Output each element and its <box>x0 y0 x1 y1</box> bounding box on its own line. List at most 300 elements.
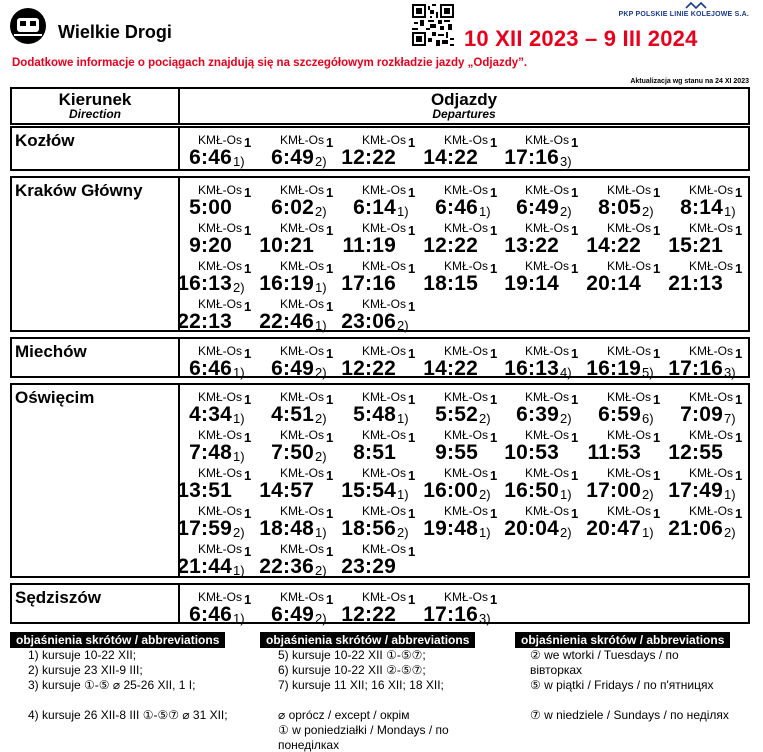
footnote-ref: 7) <box>724 411 736 426</box>
footnote-ref: 1) <box>397 204 409 219</box>
departure-entry <box>260 390 340 428</box>
departure-entry <box>669 344 749 382</box>
info-note: Dodatkowe informacje o pociągach znajdują się na szczegółowym rozkładzie jazdy „Odjazdy”. <box>12 57 528 69</box>
departure-time: 20:04 <box>504 517 559 540</box>
departure-entry <box>505 344 585 382</box>
departure-time: 11:19 <box>342 234 396 257</box>
departure-time: 21:44 <box>177 555 232 578</box>
departure-time: 17:16 <box>423 603 478 626</box>
platform-number: 1 <box>244 506 252 521</box>
abbreviation-text: w poniedziałki / Mondays / по понеділках <box>278 723 449 752</box>
footnote-ref: 5) <box>642 365 654 380</box>
platform-number: 1 <box>326 346 334 361</box>
train-type: KMŁ-Os <box>197 259 242 273</box>
train-type: KMŁ-Os <box>197 297 242 311</box>
footnote-ref: 2) <box>397 525 409 540</box>
footnote-ref: 1) <box>560 487 572 502</box>
departure-entry <box>505 259 585 297</box>
abbreviation-text: kursuje 11 XII; 16 XII; 18 XII; <box>292 678 444 692</box>
departure-time: 19:14 <box>504 272 559 295</box>
departure-entry <box>424 133 504 171</box>
train-type: KMŁ-Os <box>361 466 406 480</box>
departure-time: 6:46 <box>435 196 478 219</box>
abbreviation-text: w niedziele / Sundays / по неділях <box>544 708 729 722</box>
destination-name: Kozłów <box>15 131 75 150</box>
departure-time: 22:13 <box>177 310 232 333</box>
abbreviation-item <box>278 648 478 663</box>
departure-time: 7:50 <box>271 441 314 464</box>
departure-time: 12:22 <box>341 603 396 626</box>
departure-entry <box>342 133 422 171</box>
train-type: KMŁ-Os <box>606 428 651 442</box>
departure-entry <box>505 466 585 504</box>
departure-entry <box>587 390 667 428</box>
departure-time: 16:00 <box>423 479 478 502</box>
departure-entry <box>669 221 749 259</box>
train-type: KMŁ-Os <box>606 221 651 235</box>
platform-number: 1 <box>653 392 661 407</box>
train-type: KMŁ-Os <box>524 259 569 273</box>
abbreviations-title-3: objaśnienia skrótów / abbreviations <box>515 632 730 648</box>
footnote-ref: 2) <box>724 525 736 540</box>
footnote-ref: 1) <box>315 280 327 295</box>
table-header <box>10 87 750 125</box>
train-type: KMŁ-Os <box>524 133 569 147</box>
platform-number: 1 <box>326 299 334 314</box>
departure-entry <box>587 504 667 542</box>
train-type: KMŁ-Os <box>361 390 406 404</box>
departure-time: 10:21 <box>259 234 314 257</box>
platform-number: 1 <box>326 261 334 276</box>
abbreviation-text: oprócz / except / окрім <box>288 708 410 722</box>
train-type: KMŁ-Os <box>688 344 733 358</box>
train-type: KMŁ-Os <box>361 504 406 518</box>
destination-name: Sędziszów <box>15 588 101 607</box>
train-type: KMŁ-Os <box>524 504 569 518</box>
departure-entry <box>260 259 340 297</box>
departure-time: 12:22 <box>341 357 396 380</box>
departure-time: 15:21 <box>668 234 723 257</box>
platform-number: 1 <box>326 430 334 445</box>
departure-entry <box>587 466 667 504</box>
departure-entry <box>342 390 422 428</box>
abbreviation-item <box>28 678 238 693</box>
footnote-ref: 2) <box>315 154 327 169</box>
platform-number: 1 <box>735 223 743 238</box>
abbreviation-item <box>28 708 238 723</box>
platform-number: 1 <box>490 506 498 521</box>
train-type: KMŁ-Os <box>606 390 651 404</box>
abbreviation-key: ⑤ <box>530 678 541 692</box>
departure-time: 6:46 <box>189 146 232 169</box>
platform-number: 1 <box>408 392 416 407</box>
platform-number: 1 <box>735 392 743 407</box>
departure-time: 6:14 <box>353 196 396 219</box>
departure-entry <box>587 344 667 382</box>
platform-number: 1 <box>735 185 743 200</box>
destination-block <box>10 337 750 378</box>
train-type: KMŁ-Os <box>688 259 733 273</box>
departure-time: 12:22 <box>341 146 396 169</box>
departures-header <box>180 91 748 121</box>
platform-number: 1 <box>653 185 661 200</box>
departure-time: 18:56 <box>341 517 396 540</box>
departure-entry <box>587 428 667 466</box>
departure-time: 12:55 <box>668 441 723 464</box>
footnote-ref: 2) <box>233 525 245 540</box>
footnote-ref: 2) <box>397 318 409 333</box>
platform-number: 1 <box>490 223 498 238</box>
departure-time: 6:39 <box>516 403 559 426</box>
departure-entry <box>669 504 749 542</box>
footnote-ref: 1) <box>315 318 327 333</box>
platform-number: 1 <box>326 223 334 238</box>
footnote-ref: 2) <box>233 280 245 295</box>
abbreviation-item <box>530 708 730 723</box>
departure-time: 16:13 <box>504 357 559 380</box>
abbreviation-text: kursuje 10-22 XII ②-⑤⑦; <box>292 663 426 677</box>
departure-time: 8:14 <box>680 196 723 219</box>
train-type: KMŁ-Os <box>443 133 488 147</box>
platform-number: 1 <box>408 223 416 238</box>
departure-time: 5:00 <box>189 196 232 219</box>
abbreviation-key: 5) <box>278 648 289 662</box>
departure-entry <box>587 183 667 221</box>
train-type: KMŁ-Os <box>443 466 488 480</box>
departure-entry <box>342 428 422 466</box>
departure-entry <box>260 344 340 382</box>
departure-entry <box>342 590 422 628</box>
train-type: KMŁ-Os <box>361 428 406 442</box>
abbreviation-key: ② <box>530 648 541 662</box>
departure-entry <box>178 297 258 335</box>
departure-time: 23:29 <box>341 555 396 578</box>
train-type: KMŁ-Os <box>524 183 569 197</box>
abbreviation-item <box>278 723 478 752</box>
train-type: KMŁ-Os <box>361 297 406 311</box>
abbreviation-key: 7) <box>278 678 289 692</box>
platform-number: 1 <box>735 468 743 483</box>
departure-time: 5:48 <box>353 403 396 426</box>
train-type: KMŁ-Os <box>279 504 324 518</box>
departure-time: 13:51 <box>177 479 232 502</box>
train-type: KMŁ-Os <box>279 390 324 404</box>
train-type: KMŁ-Os <box>361 259 406 273</box>
platform-number: 1 <box>408 430 416 445</box>
train-type: KMŁ-Os <box>197 390 242 404</box>
destination-name: Miechów <box>15 342 87 361</box>
footnote-ref: 1) <box>233 449 245 464</box>
departure-time: 6:49 <box>271 603 314 626</box>
departure-entry <box>260 542 340 580</box>
footnote-ref: 2) <box>479 411 491 426</box>
departure-time: 6:46 <box>189 357 232 380</box>
departure-time: 14:57 <box>259 479 314 502</box>
departure-time: 23:06 <box>341 310 396 333</box>
platform-number: 1 <box>653 506 661 521</box>
train-type: KMŁ-Os <box>606 183 651 197</box>
platform-number: 1 <box>571 135 579 150</box>
abbreviation-item <box>278 663 478 678</box>
train-type: KMŁ-Os <box>688 390 733 404</box>
footnote-ref: 2) <box>315 449 327 464</box>
platform-number: 1 <box>490 392 498 407</box>
train-type: KMŁ-Os <box>688 428 733 442</box>
validity-period: 10 XII 2023 – 9 III 2024 <box>464 26 698 51</box>
train-type: KMŁ-Os <box>197 504 242 518</box>
departure-time: 10:53 <box>504 441 559 464</box>
footnote-ref: 1) <box>724 487 736 502</box>
departure-entry <box>505 183 585 221</box>
train-type: KMŁ-Os <box>524 466 569 480</box>
footnote-ref: 1) <box>724 204 736 219</box>
footnote-ref: 2) <box>560 204 572 219</box>
footnote-ref: 2) <box>315 611 327 626</box>
footnote-ref: 1) <box>233 611 245 626</box>
departures-label-en: Departures <box>432 107 496 121</box>
footnote-ref: 2) <box>642 487 654 502</box>
departure-time: 22:46 <box>259 310 314 333</box>
departure-entry <box>587 259 667 297</box>
departure-entry <box>669 390 749 428</box>
footnote-ref: 3) <box>560 154 572 169</box>
platform-number: 1 <box>653 468 661 483</box>
platform-number: 1 <box>490 185 498 200</box>
departure-entry <box>669 428 749 466</box>
direction-label-en: Direction <box>68 107 121 121</box>
departure-time: 16:19 <box>586 357 641 380</box>
departure-time: 12:22 <box>423 234 478 257</box>
departure-entry <box>424 428 504 466</box>
abbreviation-text: kursuje 26 XII-8 III ①-⑤⑦ ⌀ 31 XII; <box>42 708 228 722</box>
destination-block <box>10 583 750 624</box>
station-name: Wielkie Drogi <box>58 22 172 42</box>
platform-number: 1 <box>408 135 416 150</box>
train-type: KMŁ-Os <box>361 183 406 197</box>
departure-entry <box>260 504 340 542</box>
platform-number: 1 <box>408 506 416 521</box>
departure-time: 5:52 <box>435 403 478 426</box>
footnote-ref: 2) <box>560 411 572 426</box>
train-type: KMŁ-Os <box>443 221 488 235</box>
departure-entry <box>260 466 340 504</box>
departure-entry <box>178 590 258 628</box>
departure-time: 16:19 <box>259 272 314 295</box>
platform-number: 1 <box>571 185 579 200</box>
abbreviation-key: 6) <box>278 663 289 677</box>
departure-time: 16:13 <box>177 272 232 295</box>
departure-entry <box>669 466 749 504</box>
platform-number: 1 <box>326 185 334 200</box>
departure-entry <box>260 221 340 259</box>
platform-number: 1 <box>408 346 416 361</box>
departure-entry <box>424 390 504 428</box>
direction-label: Kierunek <box>58 90 132 109</box>
departure-time: 9:20 <box>189 234 232 257</box>
departure-time: 19:48 <box>423 517 478 540</box>
departure-time: 4:34 <box>189 403 232 426</box>
departure-entry <box>342 183 422 221</box>
departure-time: 14:22 <box>586 234 641 257</box>
train-type: KMŁ-Os <box>524 428 569 442</box>
platform-number: 1 <box>653 261 661 276</box>
footnote-ref: 3) <box>724 365 736 380</box>
departure-entry <box>260 183 340 221</box>
footnote-ref: 1) <box>315 525 327 540</box>
train-type: KMŁ-Os <box>688 183 733 197</box>
footnote-ref: 2) <box>642 204 654 219</box>
abbreviation-key: 3) <box>28 678 39 692</box>
departure-entry <box>505 221 585 259</box>
platform-number: 1 <box>490 135 498 150</box>
departures-label: Odjazdy <box>430 90 498 109</box>
footnote-ref: 1) <box>233 154 245 169</box>
platform-number: 1 <box>244 392 252 407</box>
train-type: KMŁ-Os <box>443 344 488 358</box>
departure-time: 14:22 <box>423 357 478 380</box>
train-type: KMŁ-Os <box>361 590 406 604</box>
platform-number: 1 <box>244 346 252 361</box>
train-type: KMŁ-Os <box>443 504 488 518</box>
train-type: KMŁ-Os <box>524 390 569 404</box>
platform-number: 1 <box>490 430 498 445</box>
platform-number: 1 <box>244 223 252 238</box>
departure-time: 8:05 <box>598 196 641 219</box>
abbreviation-text: w piątki / Fridays / по п'ятницях <box>544 678 714 692</box>
platform-number: 1 <box>571 430 579 445</box>
departure-entry <box>342 297 422 335</box>
departure-entry <box>342 344 422 382</box>
train-type: KMŁ-Os <box>443 428 488 442</box>
abbreviation-item <box>530 648 730 677</box>
abbreviation-key: ⑦ <box>530 708 541 722</box>
departure-entry <box>260 590 340 628</box>
abbreviation-key: 2) <box>28 663 39 677</box>
platform-number: 1 <box>490 468 498 483</box>
train-type: KMŁ-Os <box>688 504 733 518</box>
departure-entry <box>178 542 258 580</box>
platform-number: 1 <box>571 223 579 238</box>
pkp-logo <box>685 1 707 11</box>
departure-entry <box>505 504 585 542</box>
footnote-ref: 6) <box>642 411 654 426</box>
qr-code[interactable] <box>412 4 454 46</box>
departure-entry <box>424 504 504 542</box>
departure-entry <box>178 221 258 259</box>
train-type: KMŁ-Os <box>361 542 406 556</box>
train-type: KMŁ-Os <box>197 466 242 480</box>
train-type: KMŁ-Os <box>197 133 242 147</box>
destination-block <box>10 176 750 332</box>
destination-block <box>10 383 750 578</box>
platform-number: 1 <box>408 544 416 559</box>
abbreviation-item <box>278 678 478 693</box>
footnote-ref: 1) <box>233 563 245 578</box>
platform-number: 1 <box>571 392 579 407</box>
departure-entry <box>260 297 340 335</box>
departure-entry <box>178 259 258 297</box>
departure-time: 16:50 <box>504 479 559 502</box>
platform-number: 1 <box>735 346 743 361</box>
platform-number: 1 <box>408 299 416 314</box>
abbreviation-text: kursuje 23 XII-9 III; <box>42 663 143 677</box>
departure-entry <box>424 259 504 297</box>
platform-number: 1 <box>653 430 661 445</box>
footnote-ref: 2) <box>560 525 572 540</box>
train-type: KMŁ-Os <box>688 466 733 480</box>
departure-time: 7:48 <box>189 441 232 464</box>
departure-time: 13:22 <box>504 234 559 257</box>
platform-number: 1 <box>735 261 743 276</box>
footnote-ref: 1) <box>479 204 491 219</box>
train-type: KMŁ-Os <box>197 344 242 358</box>
train-type: KMŁ-Os <box>197 428 242 442</box>
abbreviation-text: kursuje ①-⑤ ⌀ 25-26 XII, 1 I; <box>42 678 196 692</box>
platform-number: 1 <box>735 506 743 521</box>
footnote-ref: 2) <box>479 487 491 502</box>
platform-number: 1 <box>408 185 416 200</box>
abbreviation-key: 1) <box>28 648 39 662</box>
departure-time: 6:49 <box>271 357 314 380</box>
departure-entry <box>178 428 258 466</box>
departure-entry <box>260 133 340 171</box>
departure-time: 18:15 <box>423 272 478 295</box>
departure-time: 7:09 <box>680 403 723 426</box>
platform-number: 1 <box>571 261 579 276</box>
footnote-ref: 1) <box>642 525 654 540</box>
departure-time: 17:59 <box>177 517 232 540</box>
departure-time: 14:22 <box>423 146 478 169</box>
departure-entry <box>587 221 667 259</box>
departure-time: 6:02 <box>271 196 314 219</box>
train-type: KMŁ-Os <box>443 590 488 604</box>
train-type: KMŁ-Os <box>524 221 569 235</box>
departure-entry <box>505 428 585 466</box>
departure-time: 21:06 <box>668 517 723 540</box>
departure-time: 6:49 <box>271 146 314 169</box>
abbreviation-key: ⌀ <box>278 708 286 722</box>
destination-block <box>10 126 750 171</box>
platform-number: 1 <box>571 506 579 521</box>
train-type: KMŁ-Os <box>606 344 651 358</box>
platform-number: 1 <box>326 544 334 559</box>
departure-time: 17:16 <box>668 357 723 380</box>
platform-number: 1 <box>326 392 334 407</box>
footnote-ref: 2) <box>315 204 327 219</box>
train-type: KMŁ-Os <box>279 428 324 442</box>
abbreviation-text: kursuje 10-22 XII ①-⑤⑦; <box>292 648 426 662</box>
footnote-ref: 4) <box>560 365 572 380</box>
footnote-ref: 1) <box>233 411 245 426</box>
departure-time: 9:55 <box>435 441 478 464</box>
departure-entry <box>424 183 504 221</box>
train-type: KMŁ-Os <box>279 221 324 235</box>
platform-number: 1 <box>326 592 334 607</box>
departure-time: 6:59 <box>598 403 641 426</box>
train-type: KMŁ-Os <box>606 504 651 518</box>
footnote-ref: 2) <box>315 563 327 578</box>
platform-number: 1 <box>326 506 334 521</box>
abbreviation-item <box>530 678 730 693</box>
footnote-ref: 1) <box>479 525 491 540</box>
departure-time: 22:36 <box>259 555 314 578</box>
train-type: KMŁ-Os <box>279 297 324 311</box>
departure-entry <box>178 504 258 542</box>
departure-entry <box>342 542 422 580</box>
footnote-ref: 1) <box>397 411 409 426</box>
abbreviation-key: 4) <box>28 708 39 722</box>
platform-number: 1 <box>244 135 252 150</box>
